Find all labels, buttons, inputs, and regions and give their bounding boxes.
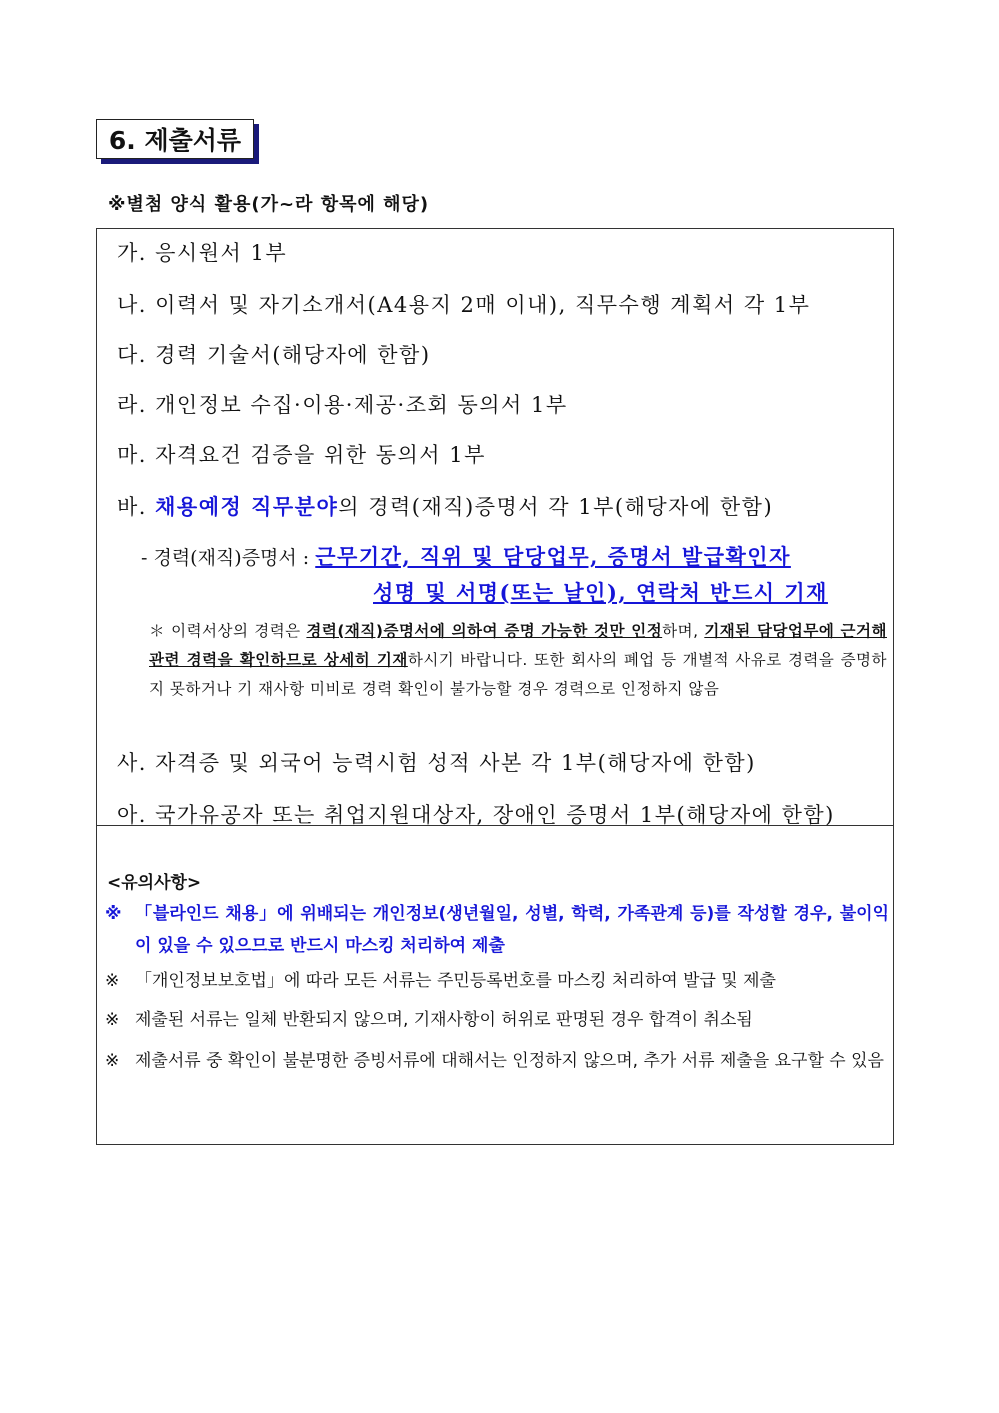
item-ba-suffix: 의 경력(재직)증명서 각 1부(해당자에 한함) (338, 495, 774, 519)
career-cert-line1 (141, 541, 791, 571)
caution-title: <유의사항> (107, 873, 202, 893)
caution-item-4: ※ 제출서류 중 확인이 불분명한 증빙서류에 대해서는 인정하지 않으며, 추가 서류 제출을 요구할 수 있음 (105, 1051, 884, 1071)
item-a: 아. 국가유공자 또는 취업지원대상자, 장애인 증명서 1부(해당자에 한함) (117, 803, 835, 827)
documents-box (96, 228, 894, 826)
caution-box (96, 826, 894, 1145)
item-na: 나. 이력서 및 자기소개서(A4용지 2매 이내), 직무수행 계획서 각 1부 (117, 293, 811, 317)
career-cert-label: - 경력(재직)증명서 : (141, 547, 316, 569)
caution-item-2: ※ 「개인정보보호법」에 따라 모든 서류는 주민등록번호를 마스킹 처리하여 발급 및 제출 (105, 971, 776, 991)
item-ra: 라. 개인정보 수집·이용·제공·조회 동의서 1부 (117, 393, 568, 417)
item-ga: 가. 응시원서 1부 (117, 241, 288, 265)
section-title: 6. 제출서류 (96, 119, 254, 159)
career-cert-required-2: 성명 및 서명(또는 날인), 연락처 반드시 기재 (373, 580, 828, 605)
item-ma: 마. 자격요건 검증을 위한 동의서 1부 (117, 443, 486, 467)
note-mark: ＊ (149, 622, 166, 640)
caution-item-1: ※ 「블라인드 채용」에 위배되는 개인정보(생년월일, 성별, 학력, 가족관계 등)를 작성할 경우, 불이익이 있을 수 있으므로 반드시 마스킹 처리하여 제출 (105, 904, 889, 956)
career-star-note: ＊ 이력서상의 경력은 경력(재직)증명서에 의하여 증명 가능한 것만 인정하며, 기재된 담당업무에 근거해 관련 경력을 확인하므로 상세히 기재하시기 바랍니다. 또한 회사의 폐업 등 개별적 사유로 경력을 증명하지 못하거나 기 재사항 미비로 경력 확인이 불가능할 경우 경력으로 인정하지 않음 (149, 622, 887, 698)
item-ba-highlight: 채용예정 직무분야 (155, 494, 339, 519)
note-bold-1: 경력(재직)증명서에 의하여 증명 가능한 것만 인정 (306, 622, 663, 640)
note-bold-2: 기재된 담당업무에 근거해 관련 경력을 확인하므로 상세히 기재 (149, 622, 887, 669)
item-da: 다. 경력 기술서(해당자에 한함) (117, 343, 431, 367)
item-sa: 사. 자격증 및 외국어 능력시험 성적 사본 각 1부(해당자에 한함) (117, 751, 756, 775)
caution-item-3: ※ 제출된 서류는 일체 반환되지 않으며, 기재사항이 허위로 판명된 경우 합격이 취소됨 (105, 1010, 753, 1030)
item-ba (117, 491, 773, 521)
attachment-note: ※별첨 양식 활용(가~라 항목에 해당) (108, 194, 430, 215)
career-cert-required-1: 근무기간, 직위 및 담당업무, 증명서 발급확인자 (315, 544, 791, 569)
career-cert-line2 (373, 577, 828, 607)
item-ba-prefix: 바. (117, 495, 156, 519)
